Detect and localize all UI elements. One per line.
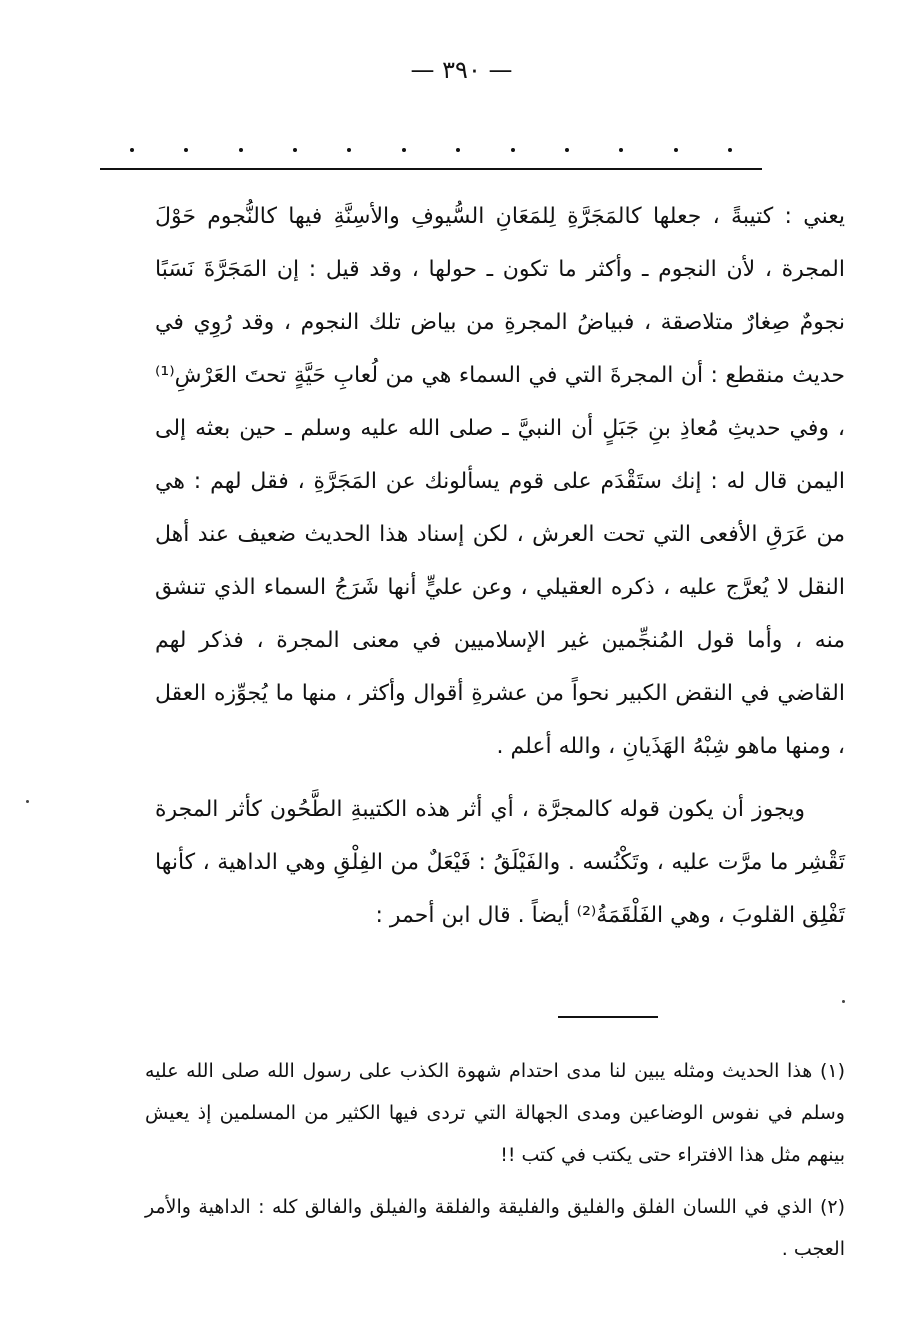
- ornament-dot: [565, 148, 569, 152]
- footnotes: [145, 1050, 845, 1270]
- footnote-1: (١) هذا الحديث ومثله يبين لنا مدى احتدام شهوة الكذب على رسول الله صلى الله عليه وسلم في نفوس الوضاعين ومدى الجهالة التي تردى فيها الكثير من المسلمين إذ يعيش بينهم مثل هذا الافتراء حتى يكتب في كتب !!: [145, 1060, 845, 1166]
- ornament-dot: [130, 148, 134, 152]
- ornament-dot: [402, 148, 406, 152]
- footnote-2: (٢) الذي في اللسان الفلق والفليق والفليقة والفلقة والفيلق والفالق كله : الداهية والأمر العجب .: [145, 1196, 845, 1260]
- ornament-dot: [674, 148, 678, 152]
- ornament-dot: [456, 148, 460, 152]
- scan-speck: [26, 800, 29, 803]
- ornament-dot: [728, 148, 732, 152]
- ornament-dot: [184, 148, 188, 152]
- ornament-dot: [619, 148, 623, 152]
- header-dot-ornament: [100, 148, 762, 156]
- ornament-dot: [511, 148, 515, 152]
- paragraph-2: ويجوز أن يكون قوله كالمجرَّة ، أي أثر هذه الكتيبةِ الطَّحُون كأثر المجرة تَقْشِر ما مرَّت عليه ، وتَكْنُسه . والفَيْلَقُ : فَيْعَلٌ من الفِلْقِ وهي الداهية ، كأنها تَفْلِق القلوبَ ، وهي الفَلْقَمَةُ⁽²⁾ أيضاً . قال ابن أحمر :: [155, 797, 845, 928]
- scan-speck: [842, 1000, 845, 1003]
- header-rule: [100, 168, 762, 170]
- ornament-dot: [347, 148, 351, 152]
- ornament-dot: [293, 148, 297, 152]
- footnote-separator: [558, 1016, 658, 1018]
- page-number: — ٣٩٠ —: [410, 56, 513, 84]
- main-text: [155, 190, 845, 942]
- ornament-dot: [239, 148, 243, 152]
- paragraph-1: يعني : كتيبةً ، جعلها كالمَجَرَّةِ لِلمَعَانِ السُّيوفِ والأسِنَّةِ فيها كالنُّجوم حَوْلَ المجرة ، لأن النجوم ـ وأكثر ما تكون ـ حولها ، وقد قيل : إن المَجَرَّةَ نَسَبًا نجومٌ صِغارٌ متلاصقة ، فبياضُ المجرةِ من بياض تلك النجوم ، وقد رُوِي في حديث منقطع : أن المجرةَ التي في السماء هي من لُعابِ حَيَّةٍ تحتَ العَرْشِ⁽¹⁾ ، وفي حديثِ مُعاذِ بنِ جَبَلٍ أن النبيَّ ـ صلى الله عليه وسلم ـ حين بعثه إلى اليمن قال له : إنك ستَقْدَم على قوم يسألونك عن المَجَرَّةِ ، فقل لهم : هي من عَرَقِ الأفعى التي تحت العرش ، لكن إسناد هذا الحديث ضعيف عند أهل النقل لا يُعرَّج عليه ، ذكره العقيلي ، وعن عليٍّ أنها شَرَجُ السماء الذي تنشق منه ، وأما قول المُنجِّمين غير الإسلاميين في معنى المجرة ، فذكر لهم القاضي في النقض الكبير نحواً من عشرةِ أقوال وأكثر ، منها ما يُجوِّزه العقل ، ومنها ماهو شِبْهُ الهَذَيانِ ، والله أعلم .: [155, 204, 845, 759]
